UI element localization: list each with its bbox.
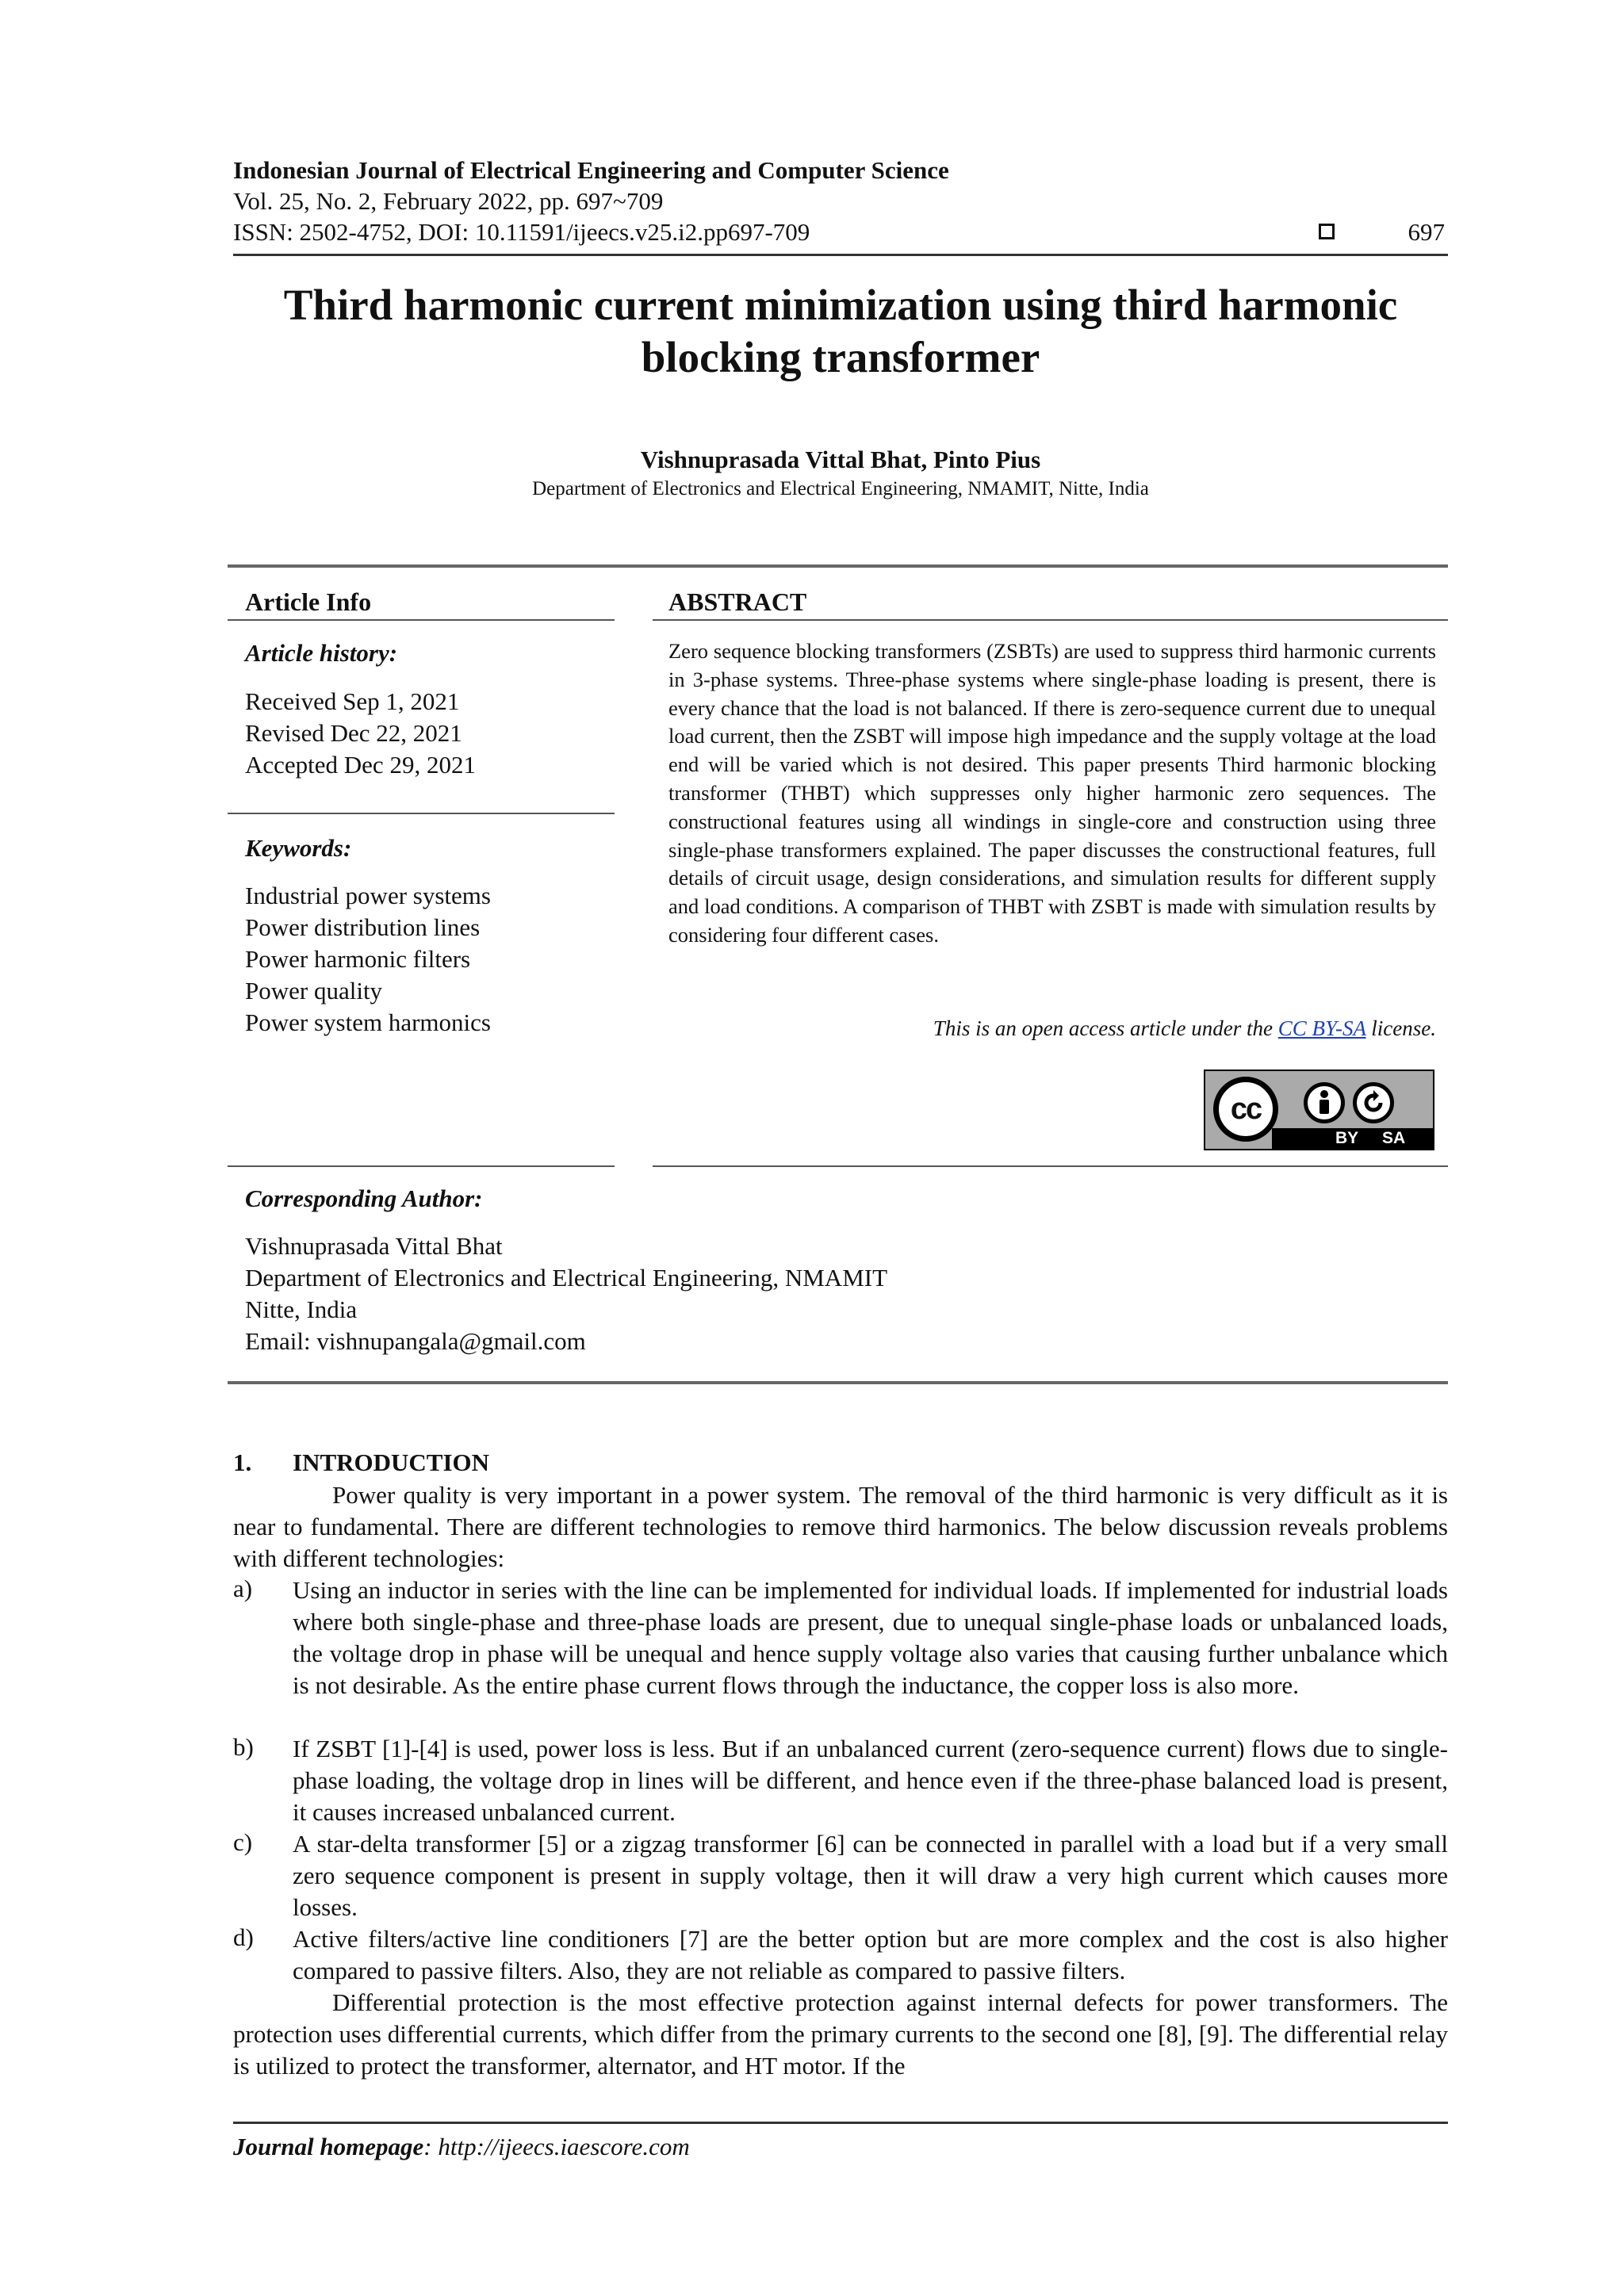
author-name: Vishnuprasada Vittal Bhat xyxy=(245,1232,503,1260)
checkbox-square-icon xyxy=(1319,224,1335,239)
introduction-heading: INTRODUCTION xyxy=(293,1448,490,1476)
abstract-text: Zero sequence blocking transformers (ZSBTs) are used to suppress third harmonic currents in 3-phase systems. Three-phase systems where single-phase loading is present, there is every chance that the load is not balanced. If there is zero-sequence current due to unequal load current, then the ZSBT will impose high impedance and the supply voltage at the load end will be varied which is not desired. This paper presents Third harmonic blocking transformer (THBT) which suppresses only higher harmonic zero sequences. The constructional features using all windings in single-core and construction using three single-phase transformers explained. The paper discusses the constructional features, full details of circuit usage, design considerations, and simulation results for different supply and load conditions. A comparison of THBT with ZSBT is made with simulation results by considering four different cases. xyxy=(668,639,1436,947)
keyword: Industrial power systems xyxy=(245,882,491,909)
history-revised: Revised Dec 22, 2021 xyxy=(245,719,462,747)
history-rule xyxy=(228,813,615,814)
author-department: Department of Electronics and Electrical Engineering, NMAMIT xyxy=(245,1264,888,1292)
list-label: d) xyxy=(233,1923,254,1951)
corresponding-author-heading: Corresponding Author: xyxy=(245,1184,483,1212)
intro-paragraph-1: Power quality is very important in a power system. The removal of the third harmonic is very difficult as it is near to fundamental. There are different technologies to remove third harmonics. The below discussion reveals problems with different technologies: xyxy=(233,1481,1448,1572)
footer-rule xyxy=(233,2122,1448,2124)
abstract-rule xyxy=(653,619,1448,621)
title-line-2: blocking transformer xyxy=(641,333,1040,381)
list-item: Active filters/active line conditioners [7] are the better option but are more complex and the cost is also higher compared to passive filters. Also, they are not reliable as compared to passive filters. xyxy=(293,1925,1448,1984)
keywords-list xyxy=(245,880,491,1039)
section-number: 1. xyxy=(233,1448,252,1476)
journal-name: Indonesian Journal of Electrical Engineering and Computer Science xyxy=(233,156,949,184)
issn-doi: ISSN: 2502-4752, DOI: 10.11591/ijeecs.v25.i2.pp697-709 xyxy=(233,218,810,246)
intro-paragraph-2: Differential protection is the most effective protection against internal defects for power transformers. The protection uses differential currents, which differ from the primary currents to the second one [8], [9]. The differential relay is utilized to protect the transformer, alternator, and HT motor. If the xyxy=(233,1988,1448,2080)
history-received: Received Sep 1, 2021 xyxy=(245,687,460,715)
homepage-url[interactable]: : http://ijeecs.iaescore.com xyxy=(423,2133,690,2160)
volume-info: Vol. 25, No. 2, February 2022, pp. 697~709 xyxy=(233,187,664,215)
author-email: Email: vishnupangala@gmail.com xyxy=(245,1327,586,1355)
keyword: Power system harmonics xyxy=(245,1008,491,1036)
license-prefix: This is an open access article under the xyxy=(933,1016,1278,1040)
journal-homepage xyxy=(233,2133,690,2161)
cc-by-sa-badge[interactable] xyxy=(1204,1070,1434,1150)
article-info-rule xyxy=(228,619,615,621)
list-item: Using an inductor in series with the line can be implemented for individual loads. If implemented for industrial loads where both single-phase and three-phase loads are present, due to unequal single-phase loads or unbalanced loads, the voltage drop in phase will be unequal and hence supply voltage also varies that causing further unbalance which is not desirable. As the entire phase current flows through the inductance, the copper loss is also more. xyxy=(293,1576,1448,1699)
homepage-label: Journal homepage xyxy=(233,2133,424,2160)
list-item: A star-delta transformer [5] or a zigzag transformer [6] can be connected in parallel with a load but if a very small zero sequence component is present in supply voltage, then it will draw a very high current which causes more losses. xyxy=(293,1830,1448,1921)
license-suffix: license. xyxy=(1365,1016,1436,1040)
share-alike-icon xyxy=(1353,1082,1394,1123)
page-number: 697 xyxy=(1408,218,1445,246)
corresponding-author-details xyxy=(245,1230,887,1357)
license-statement xyxy=(668,1016,1436,1041)
badge-by-label: BY xyxy=(1335,1129,1359,1147)
info-top-rule xyxy=(228,564,1448,568)
article-history-heading: Article history: xyxy=(245,639,398,667)
keyword: Power distribution lines xyxy=(245,913,481,941)
authors: Vishnuprasada Vittal Bhat, Pinto Pius xyxy=(640,446,1041,473)
affiliation: Department of Electronics and Electrical Engineering, NMAMIT, Nitte, India xyxy=(532,478,1149,499)
info-left-bottom-rule xyxy=(228,1165,615,1167)
article-info-heading: Article Info xyxy=(245,587,372,616)
keywords-heading: Keywords: xyxy=(245,834,352,862)
keyword: Power harmonic filters xyxy=(245,945,471,973)
abstract-heading: ABSTRACT xyxy=(668,587,807,616)
keyword: Power quality xyxy=(245,977,383,1004)
badge-sa-label: SA xyxy=(1382,1129,1406,1147)
badge-strip xyxy=(1272,1128,1433,1149)
list-label: b) xyxy=(233,1733,254,1761)
list-item: If ZSBT [1]-[4] is used, power loss is less. But if an unbalanced current (zero-sequence current) flows due to single-phase loading, the voltage drop in lines will be different, and hence even if the three-phase balanced load is present, it causes increased unbalanced current. xyxy=(293,1735,1448,1826)
article-history xyxy=(245,686,476,781)
title-line-1: Third harmonic current minimization using third harmonic xyxy=(283,281,1398,329)
author-location: Nitte, India xyxy=(245,1295,358,1323)
header-rule xyxy=(233,254,1448,256)
paper-title xyxy=(233,279,1448,384)
history-accepted: Accepted Dec 29, 2021 xyxy=(245,751,476,779)
attribution-icon xyxy=(1304,1082,1345,1123)
cc-by-sa-link[interactable]: CC BY-SA xyxy=(1277,1016,1366,1040)
list-label: a) xyxy=(233,1575,253,1602)
abstract-bottom-rule xyxy=(653,1165,1448,1167)
cc-icon: cc xyxy=(1213,1077,1278,1142)
info-bottom-rule xyxy=(228,1381,1448,1384)
list-label: c) xyxy=(233,1828,253,1856)
